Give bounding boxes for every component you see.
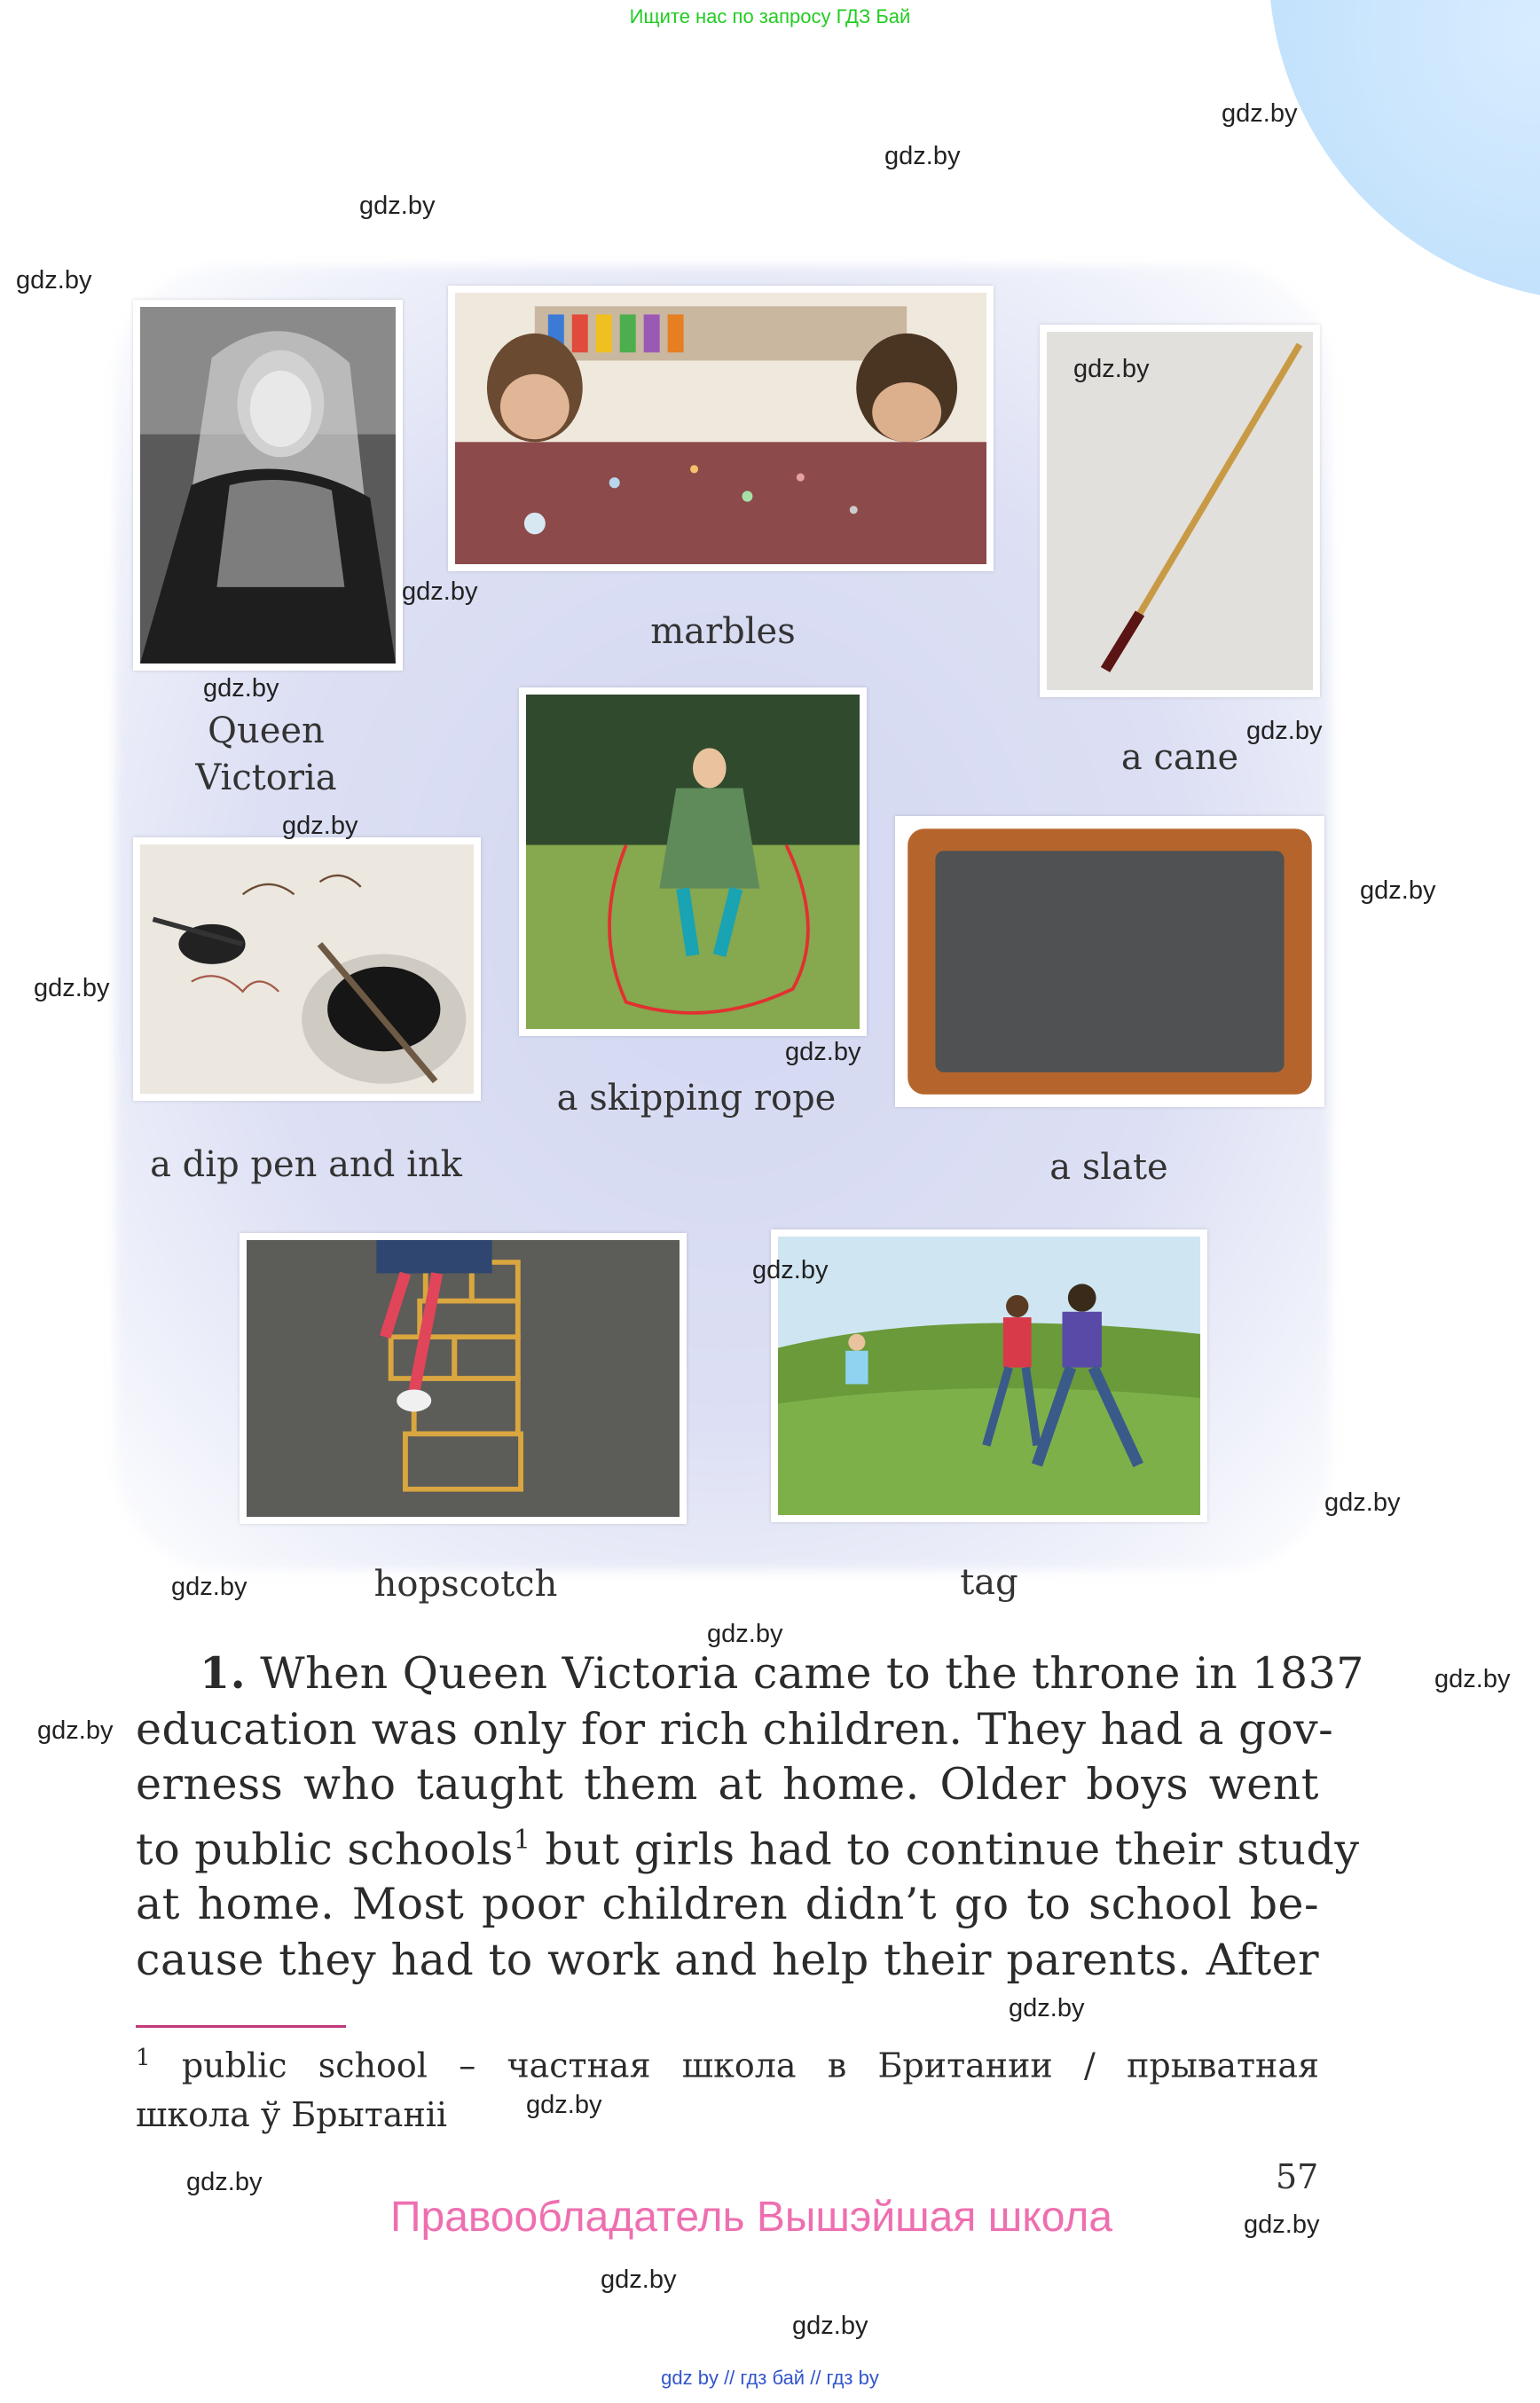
photo-dip-pen-and-ink — [133, 837, 481, 1101]
caption-queen-line1: Queen — [208, 711, 325, 751]
watermark: gdz.by — [1222, 99, 1298, 128]
photo-slate — [895, 816, 1324, 1107]
caption-queen-victoria — [160, 708, 373, 802]
footnote-divider — [136, 2025, 346, 2028]
watermark: gdz.by — [1246, 717, 1323, 745]
caption-slate: a slate — [1049, 1147, 1168, 1188]
watermark: gdz.by — [1244, 2211, 1320, 2239]
paragraph-number: 1. — [200, 1647, 247, 1699]
watermark: gdz.by — [186, 2168, 263, 2196]
text-line-2: education was only for rich children. They had a gov- — [136, 1703, 1334, 1755]
footnote — [136, 2034, 1319, 2140]
caption-dip-pen-and-ink: a dip pen and ink — [150, 1144, 462, 1185]
watermark: gdz.by — [1360, 876, 1436, 905]
text-line — [136, 1813, 1360, 1878]
caption-cane: a cane — [1120, 737, 1239, 778]
text-line-6: cause they had to work and help their parents. After — [136, 1934, 1319, 1985]
watermark: gdz.by — [1009, 1994, 1085, 2022]
caption-skipping-rope: a skipping rope — [556, 1078, 837, 1119]
text-line — [136, 1645, 1364, 1702]
caption-hopscotch: hopscotch — [373, 1564, 558, 1605]
watermark: gdz.by — [526, 2091, 602, 2119]
footnote-text-1: public school – частная школа в Британии / прыватная — [150, 2046, 1319, 2085]
watermark: gdz.by — [203, 674, 279, 703]
watermark: gdz.by — [1073, 355, 1150, 383]
watermark: gdz.by — [752, 1256, 829, 1284]
photo-hopscotch — [240, 1233, 687, 1524]
footnote-line-2: школа ў Брытаніі — [136, 2094, 448, 2134]
footnote-ref[interactable]: 1 — [513, 1824, 531, 1856]
page-number: 57 — [1276, 2157, 1319, 2196]
text-line-3: erness who taught them at home. Older boys went — [136, 1759, 1319, 1810]
footnote-marker: 1 — [136, 2045, 151, 2071]
watermark: gdz.by — [1324, 1488, 1401, 1517]
watermark: gdz.by — [707, 1620, 783, 1648]
text-line-1: When Queen Victoria came to the throne in 1837 — [260, 1648, 1364, 1699]
watermark: gdz.by — [1434, 1665, 1511, 1693]
caption-tag: tag — [960, 1562, 1018, 1603]
watermark: gdz.by — [792, 2312, 868, 2340]
text-line-4b: but girls had to continue their study — [530, 1823, 1360, 1874]
watermark: gdz.by — [402, 577, 478, 606]
photo-queen-victoria — [133, 300, 403, 671]
caption-marbles: marbles — [650, 611, 796, 652]
photo-marbles — [448, 286, 994, 571]
watermark: gdz.by — [359, 192, 436, 220]
paragraph-1 — [136, 1645, 1364, 1988]
watermark: gdz.by — [37, 1716, 114, 1745]
watermark: gdz.by — [16, 266, 92, 294]
caption-queen-line2: Victoria — [195, 758, 337, 798]
watermark: gdz.by — [785, 1038, 861, 1066]
watermark: gdz.by — [601, 2266, 677, 2294]
footnote-line-1 — [136, 2034, 1319, 2091]
text-line-4a: to public schools — [136, 1823, 514, 1874]
watermark: gdz.by — [282, 812, 358, 840]
photo-skipping-rope — [519, 687, 867, 1036]
watermark: gdz.by — [34, 974, 110, 1002]
watermark: gdz.by — [884, 142, 961, 170]
photo-tag — [771, 1229, 1207, 1522]
rights-holder: Правообладатель Вышэйшая школа — [390, 2194, 1113, 2241]
watermark: gdz.by — [171, 1573, 248, 1601]
bottom-links[interactable]: gdz by // гдз бай // гдз by — [661, 2367, 879, 2389]
corner-decoration — [1269, 0, 1540, 302]
text-line-5: at home. Most poor children didn’t go to school be- — [136, 1879, 1319, 1930]
top-banner[interactable]: Ищите нас по запросу ГДЗ Бай — [629, 5, 911, 27]
